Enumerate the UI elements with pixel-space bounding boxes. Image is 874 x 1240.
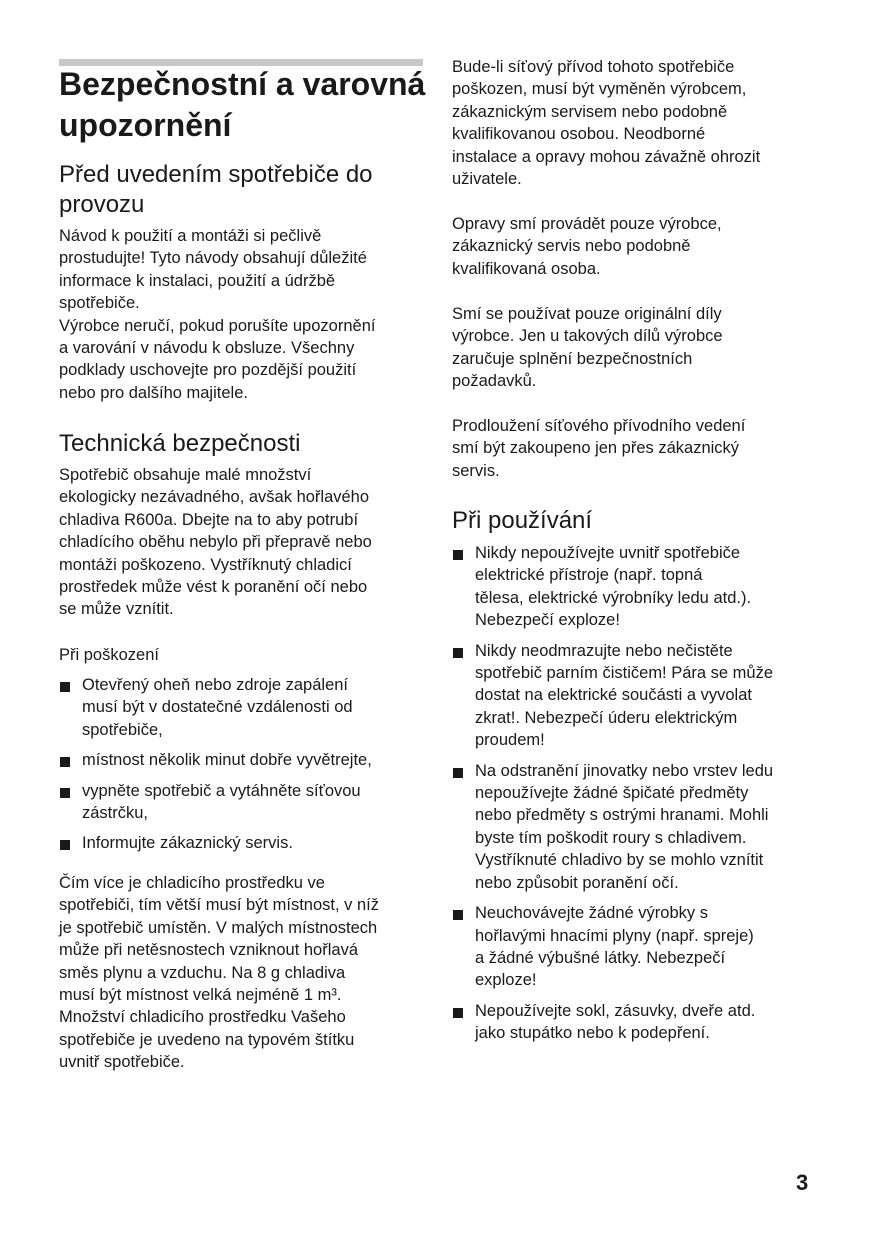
bullet-square-icon [453,648,463,658]
list-item: Informujte zákaznický servis. [59,832,427,854]
page-number: 3 [796,1170,809,1195]
bullet-square-icon [453,1008,463,1018]
heading-during-use: Při používání [452,507,593,534]
paragraph-extension-cord: Prodloužení síťového přívodního vedení smí být zakoupeno jen přes zákaznický servis. [452,417,746,480]
list-item: vypněte spotřebič a vytáhněte síťovou zástrčku, [59,780,427,825]
bullet-square-icon [60,840,70,850]
heading-technical-safety: Technická bezpečnosti [59,430,301,457]
paragraph-repairs: Opravy smí provádět pouze výrobce, zákaznický servis nebo podobně kvalifikovaná osoba. [452,215,722,278]
bullet-square-icon [60,757,70,767]
list-item: Neuchovávejte žádné výrobky s hořlavými hnacími plyny (např. spreje) a žádné výbušné látky. Nebezpečí exploze! [452,902,822,992]
paragraph-original-parts: Smí se používat pouze originální díly výrobce. Jen u takových dílů výrobce zaručuje splnění bezpečnostních požadavků. [452,305,723,391]
list-item: místnost několik minut dobře vyvětrejte, [59,749,427,771]
paragraph-damage-intro: Při poškození [59,646,159,664]
list-item: Otevřený oheň nebo zdroje zapálení musí být v dostatečné vzdálenosti od spotřebiče, [59,674,427,741]
list-item: Nikdy neodmrazujte nebo nečistěte spotřebič parním čističem! Pára se může dostat na elektrické součásti a vyvolat zkrat!. Nebezpečí úderu elektrickým proudem! [452,640,822,752]
bullet-square-icon [60,682,70,692]
heading-before-use: Před uvedením spotřebiče do provozu [59,161,373,218]
paragraph-power-cord: Bude-li síťový přívod tohoto spotřebiče poškozen, musí být vyměněn výrobcem, zákaznickým servisem nebo podobně kvalifikovanou osobou. Neodborné instalace a opravy mohou závažně ohrozit uživatele. [452,58,761,189]
list-item: Na odstranění jinovatky nebo vrstev ledu nepoužívejte žádné špičaté předměty nebo předměty s ostrými hranami. Mohli byste tím poškodit roury s chladivem. Vystříknuté chladivo by se mohlo vznítit nebo způsobit poranění očí. [452,760,822,894]
bullet-square-icon [453,768,463,778]
paragraph-instructions: Návod k použití a montáži si pečlivě prostudujte! Tyto návody obsahují důležité informace k instalaci, použití a údržbě spotřebiče. Výrobce neručí, pokud porušíte upozornění a varování v návodu k obsluze. Všechny podklady uschovejte pro pozdější použití nebo pro dalšího majitele. [59,227,376,402]
bullet-square-icon [453,910,463,920]
damage-list [59,674,427,863]
use-list [452,542,822,1053]
paragraph-room-size: Čím více je chladicího prostředku ve spotřebiči, tím větší musí být místnost, v níž je spotřebič umístěn. V malých místnostech může při netěsnostech vzniknout hořlavá směs plynu a vzduchu. Na 8 g chladiva musí být místnost velká nejméně 1 m³. Množství chladicího prostředku Vašeho spotřebiče je uvedeno na typovém štítku uvnitř spotřebiče. [59,874,380,1072]
page-title: Bezpečnostní a varovná upozornění [59,66,426,143]
paragraph-refrigerant: Spotřebič obsahuje malé množství ekologicky nezávadného, avšak hořlavého chladiva R600a. Dbejte na to aby potrubí chladícího oběhu nebylo při přepravě nebo montáži poškozeno. Vystříknutý chladicí prostředek může vést k poranění očí nebo se může vznítit. [59,466,372,619]
list-item: Nikdy nepoužívejte uvnitř spotřebiče elektrické přístroje (např. topná tělesa, elektrické výrobníky ledu atd.). Nebezpečí exploze! [452,542,822,632]
list-item: Nepoužívejte sokl, zásuvky, dveře atd. jako stupátko nebo k podepření. [452,1000,822,1045]
bullet-square-icon [453,550,463,560]
bullet-square-icon [60,788,70,798]
